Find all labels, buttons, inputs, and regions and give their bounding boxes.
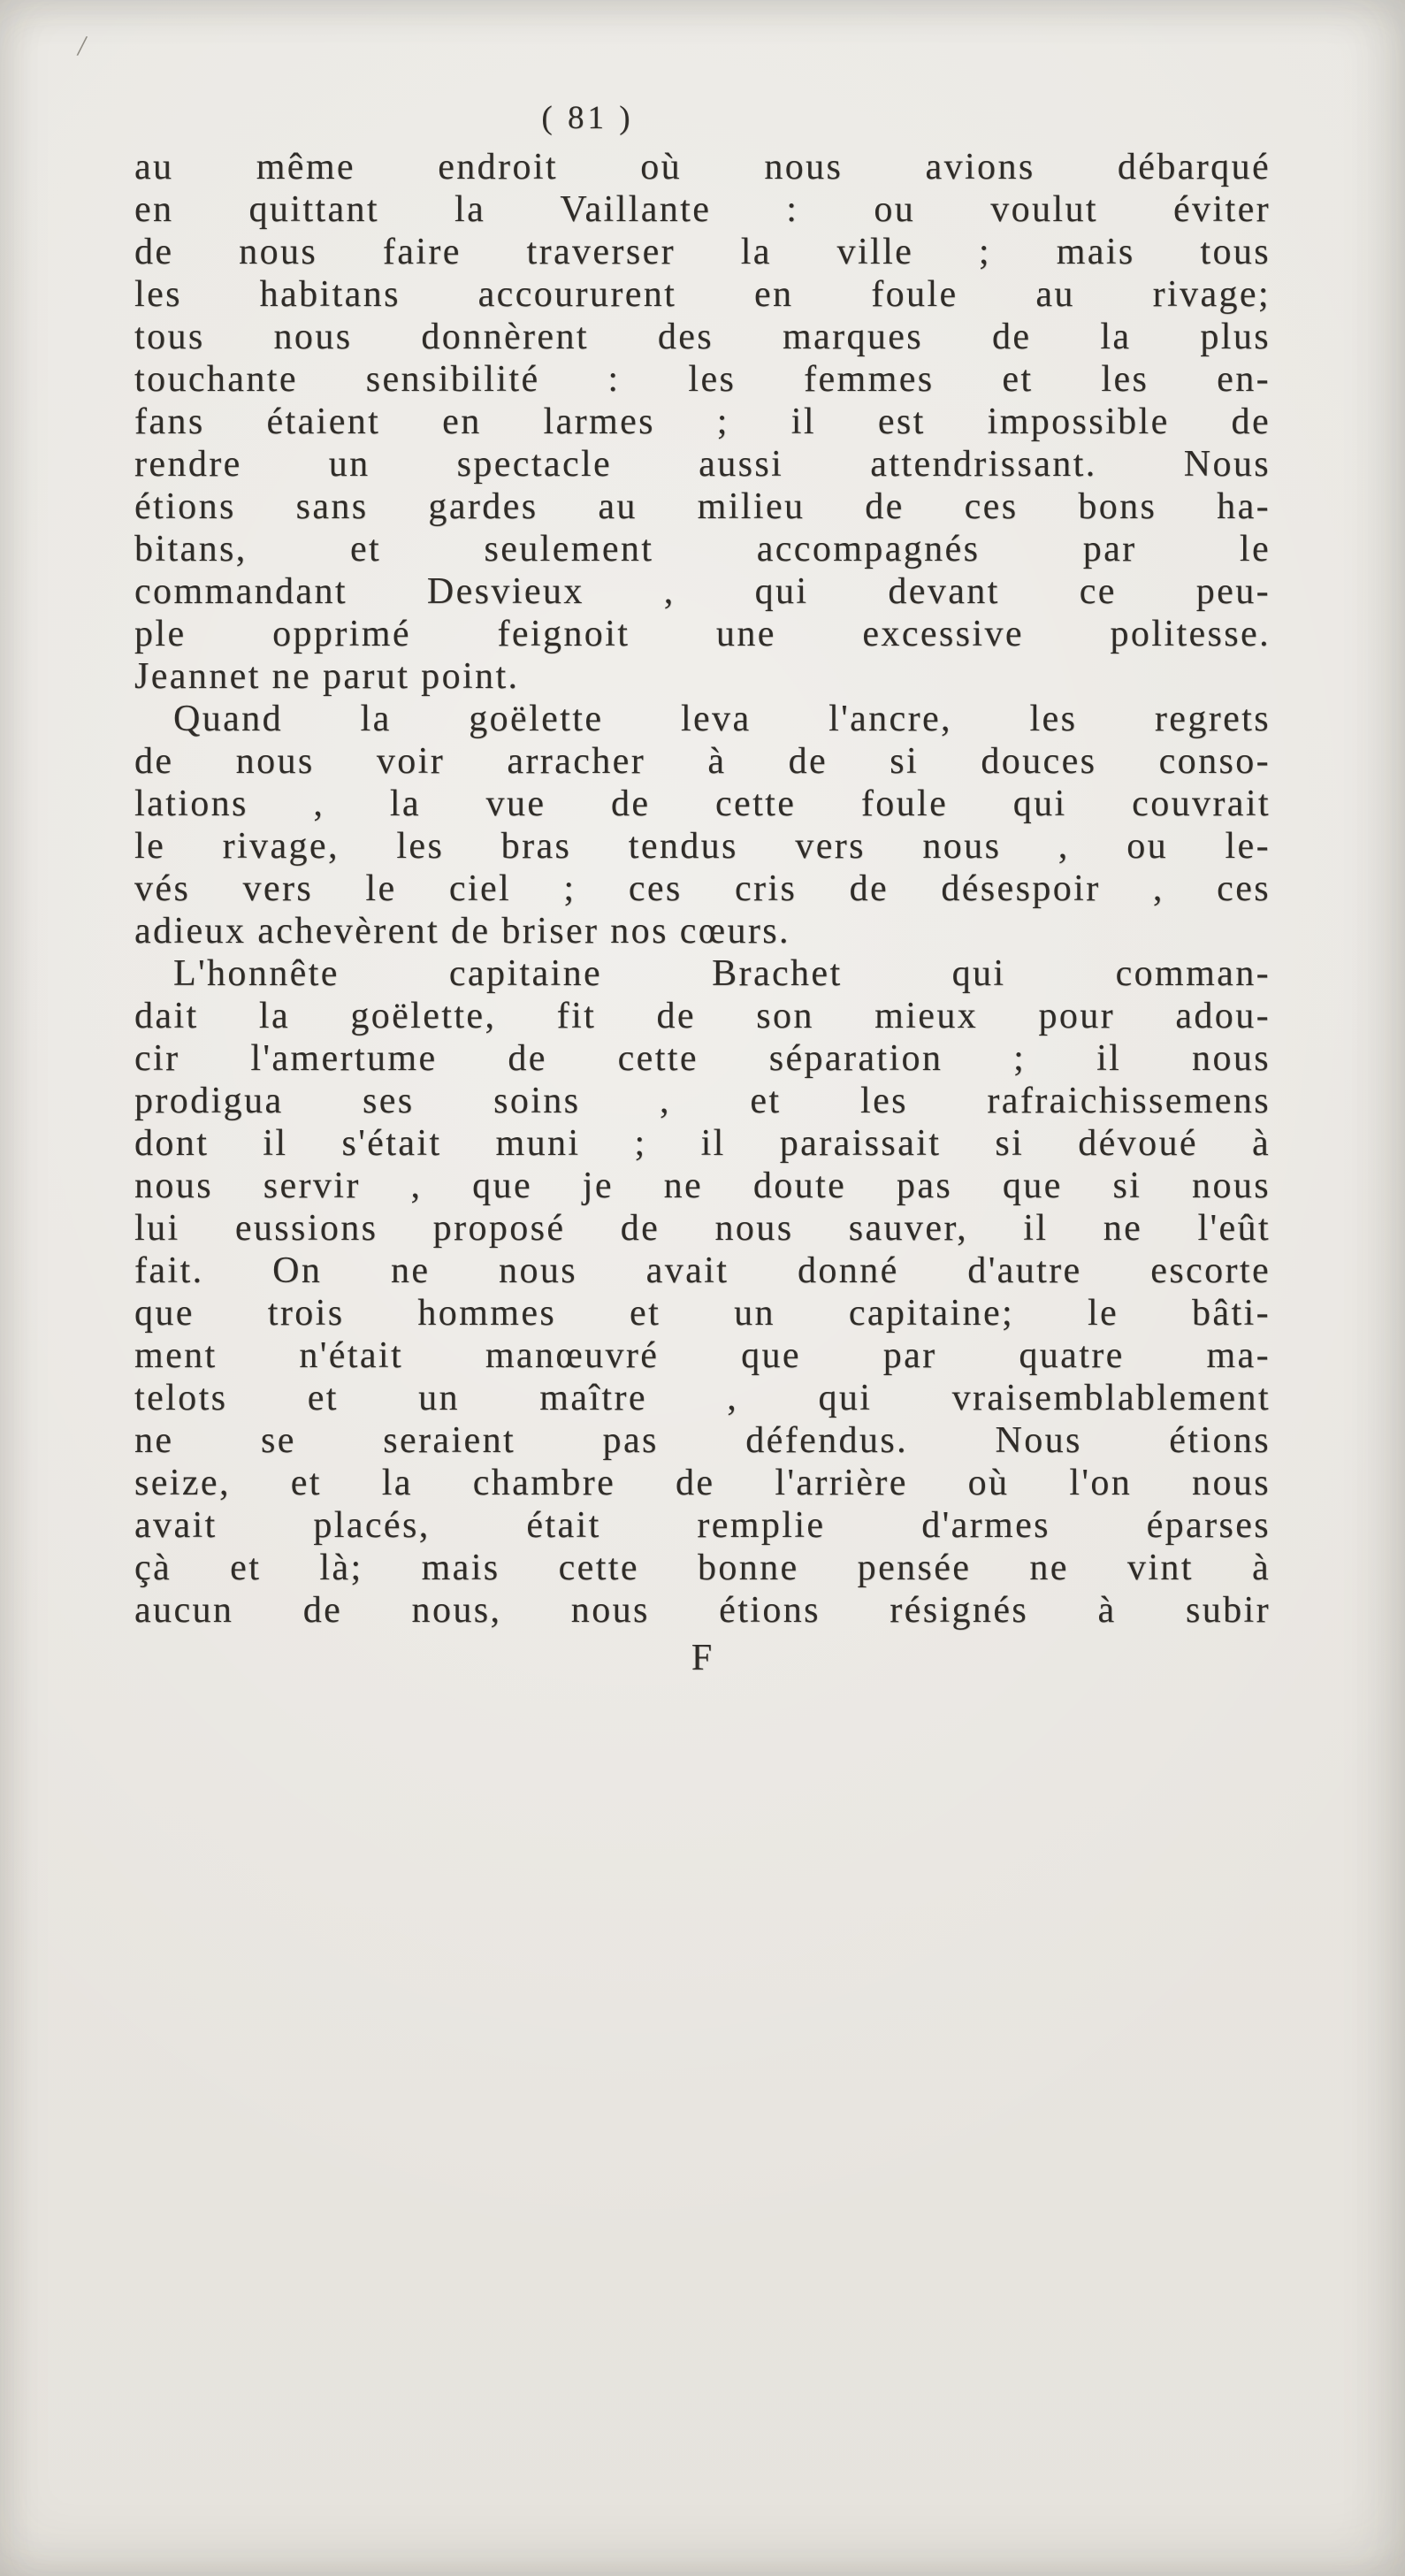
text-line: telots et un maître , qui vraisemblablement [134,1378,1271,1418]
page-number: ( 81 ) [541,100,634,136]
paragraph [134,698,1271,952]
text-line: avait placés, était remplie d'armes éparses [134,1505,1271,1546]
text-line: çà et là; mais cette bonne pensée ne vint à [134,1548,1271,1588]
text-line: lui eussions proposé de nous sauver, il ne l'eût [134,1208,1271,1249]
text-line: touchante sensibilité : les femmes et les en- [134,359,1271,400]
text-line: bitans, et seulement accompagnés par le [134,529,1271,569]
paragraph [134,146,1271,698]
text-line: tous nous donnèrent des marques de la plus [134,317,1271,357]
text-line: aucun de nous, nous étions résignés à subir [134,1590,1271,1631]
text-line: de nous voir arracher à de si douces conso- [134,741,1271,782]
body-text [134,146,1271,1632]
text-line: fait. On ne nous avait donné d'autre escorte [134,1250,1271,1291]
text-line: ment n'était manœuvré que par quatre ma- [134,1335,1271,1376]
text-line: commandant Desvieux , qui devant ce peu- [134,571,1271,612]
text-line: que trois hommes et un capitaine; le bâti- [134,1293,1271,1334]
text-line: ne se seraient pas défendus. Nous étions [134,1420,1271,1461]
text-line: au même endroit où nous avions débarqué [134,147,1271,187]
text-line: ple opprimé feignoit une excessive politesse. [134,614,1271,654]
text-line: nous servir , que je ne doute pas que si nous [134,1166,1271,1206]
stray-ink-mark: / [75,29,89,64]
text-line: prodigua ses soins , et les rafraichissemens [134,1081,1271,1121]
text-line: dont il s'était muni ; il paraissait si dévoué à [134,1123,1271,1164]
text-line: fans étaient en larmes ; il est impossible de [134,401,1271,442]
text-line: en quittant la Vaillante : ou voulut éviter [134,189,1271,230]
text-line: les habitans accoururent en foule au rivage; [134,274,1271,315]
text-block [134,99,1271,1679]
text-line: adieux achevèrent de briser nos cœurs. [134,911,790,952]
text-line: vés vers le ciel ; ces cris de désespoir , ces [134,868,1271,909]
text-line: rendre un spectacle aussi attendrissant. Nous [134,444,1271,485]
text-line: de nous faire traverser la ville ; mais tous [134,232,1271,272]
text-line: Quand la goëlette leva l'ancre, les regrets [173,699,1271,739]
text-line: L'honnête capitaine Brachet qui comman- [173,953,1271,994]
signature-mark: F [691,1638,714,1678]
text-line: dait la goëlette, fit de son mieux pour adou- [134,996,1271,1036]
text-line: étions sans gardes au milieu de ces bons ha- [134,486,1271,527]
text-line: le rivage, les bras tendus vers nous , ou le- [134,826,1271,867]
paragraph [134,952,1271,1632]
text-line: cir l'amertume de cette séparation ; il nous [134,1038,1271,1079]
text-line: lations , la vue de cette foule qui couvrait [134,784,1271,824]
text-line: seize, et la chambre de l'arrière où l'on nous [134,1463,1271,1503]
text-line: Jeannet ne parut point. [134,656,520,697]
